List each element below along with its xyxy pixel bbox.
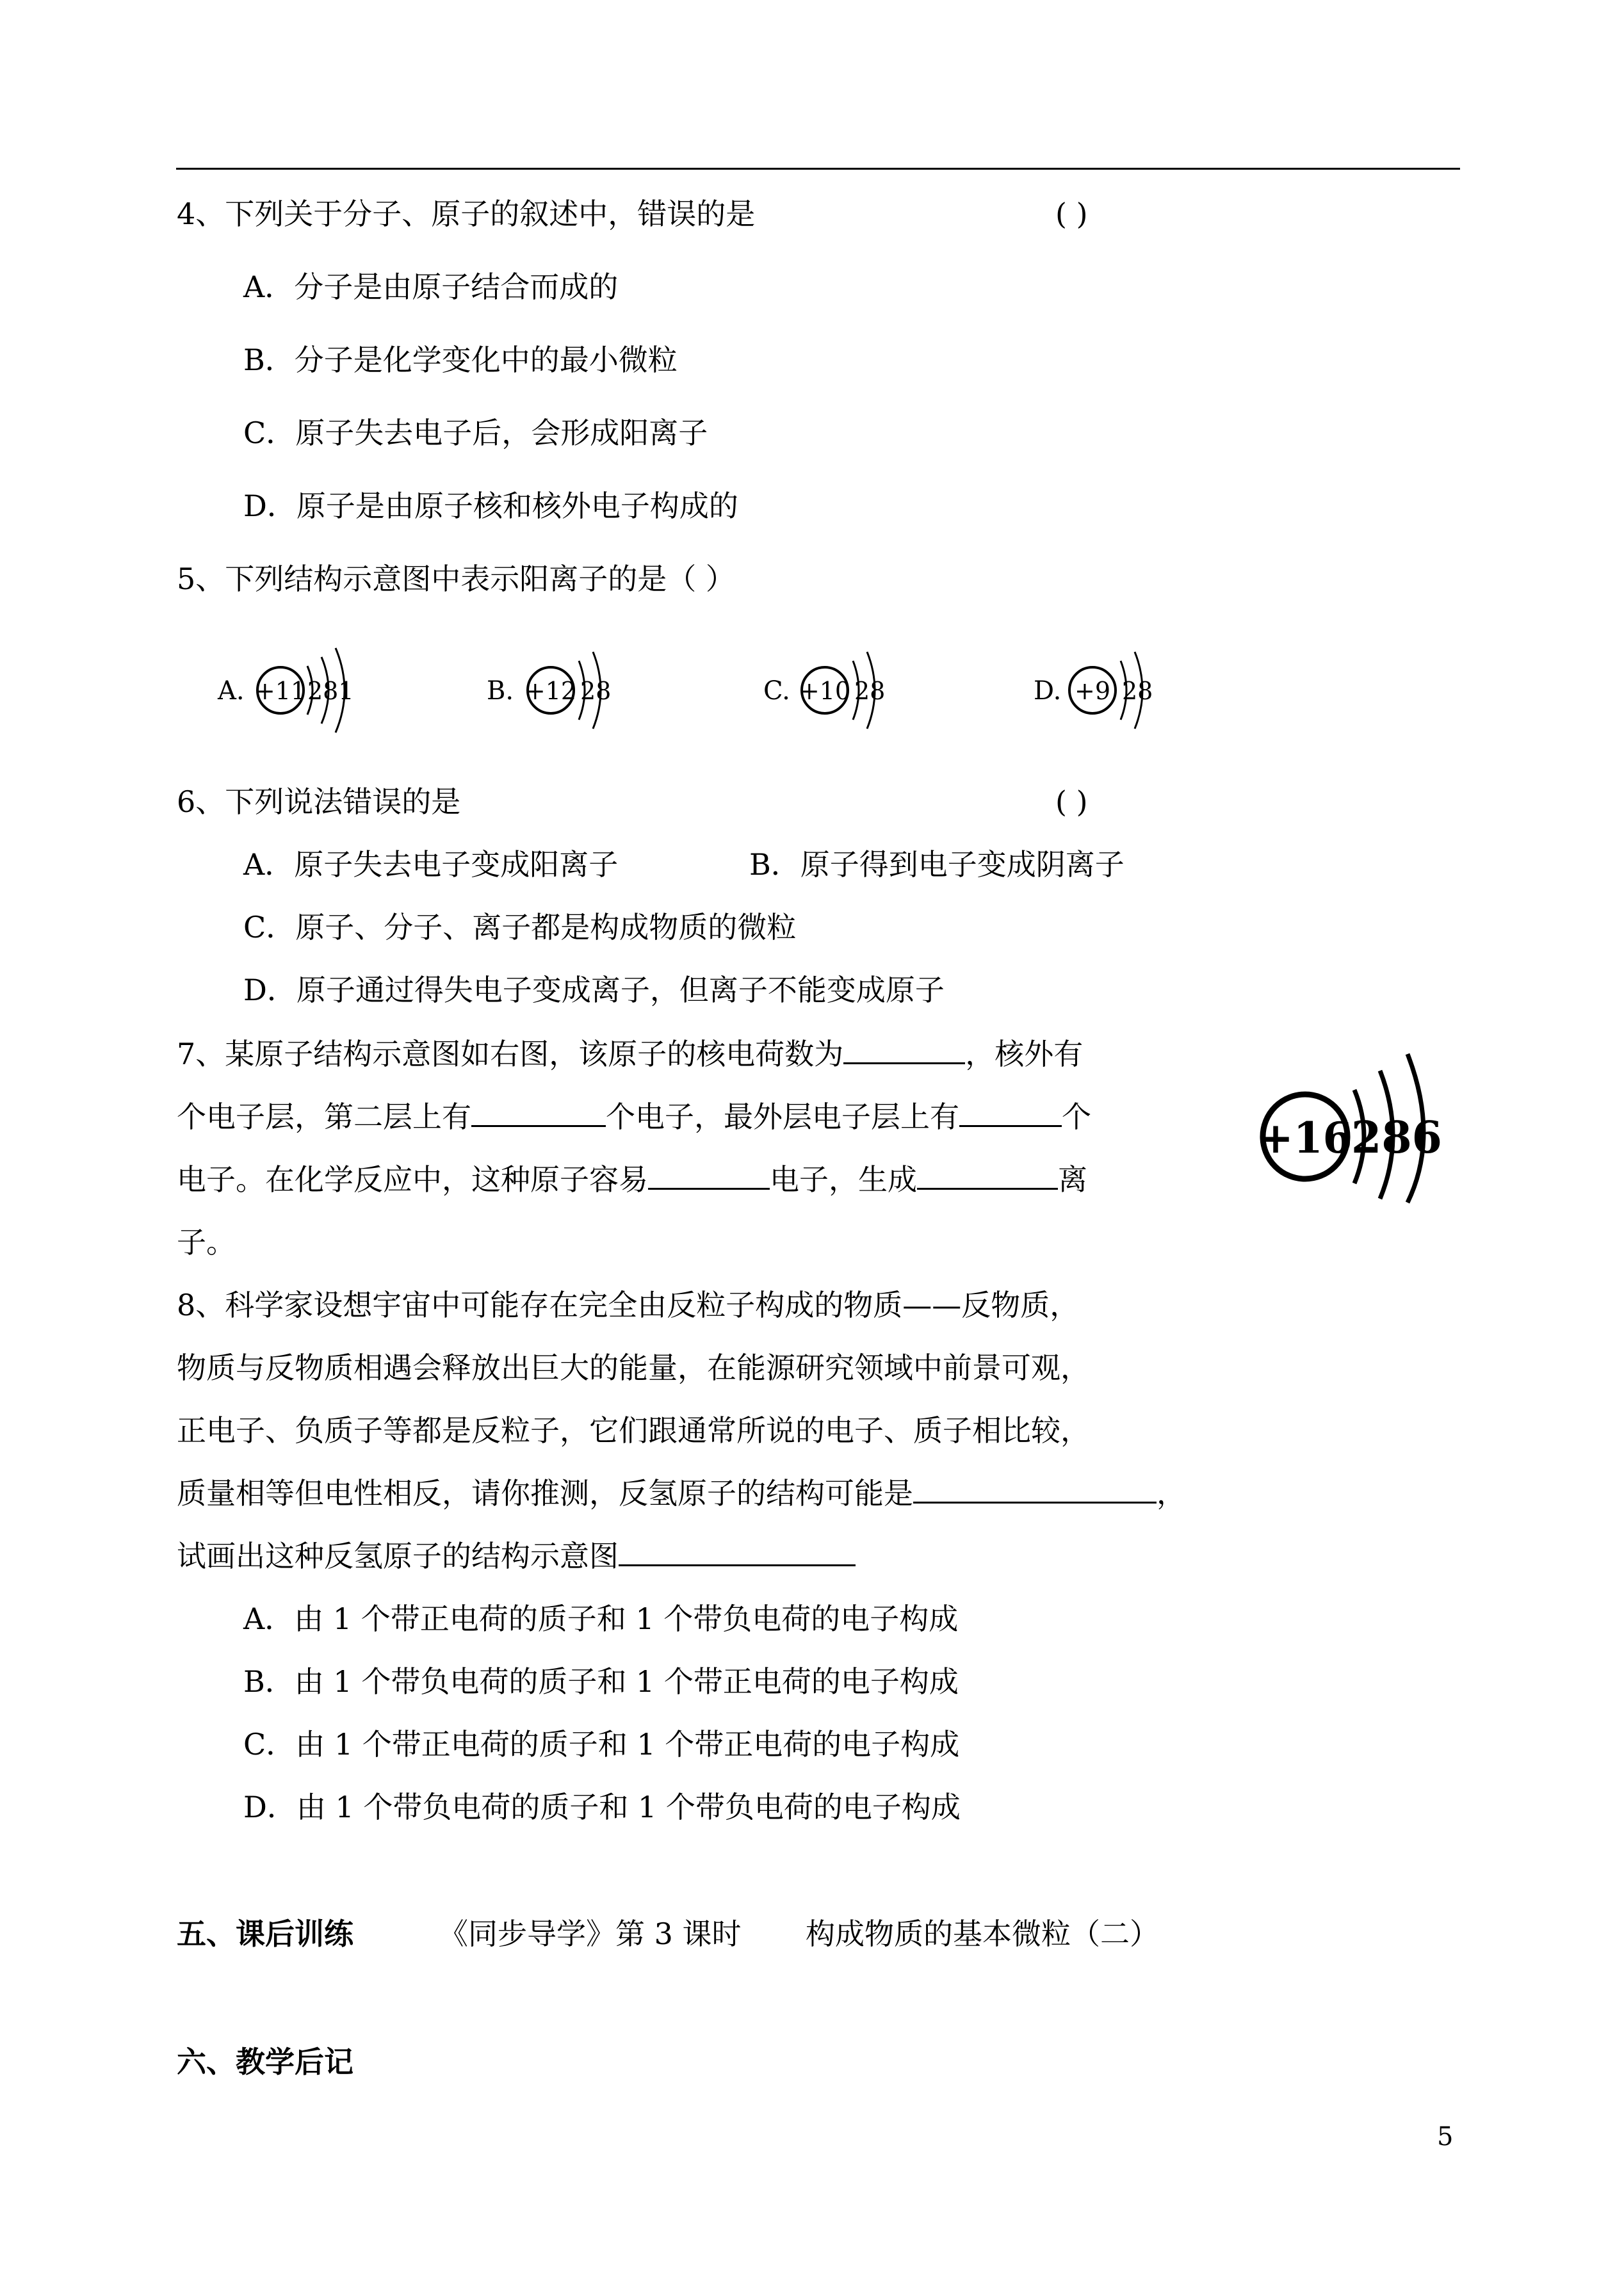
q8-line-2: 物质与反物质相遇会释放出巨大的能量，在能源研究领域中前景可观， [177, 1350, 1090, 1385]
q5-diagram-a-electrons: 281 [307, 677, 354, 705]
q8-line-3: 正电子、负质子等都是反粒子，它们跟通常所说的电子、质子相比较， [177, 1413, 1090, 1448]
q5-diagram-c-electrons: 28 [854, 677, 886, 705]
q5-diagram-c-letter: C. [763, 676, 790, 706]
q6-option-a: A．原子失去电子变成阳离子 [243, 847, 619, 882]
q8-line-5: 试画出这种反氢原子的结构示意图 [177, 1537, 856, 1575]
q8-blank-diagram[interactable] [619, 1539, 856, 1566]
q7-blank-ion-type[interactable] [917, 1162, 1058, 1190]
q8-option-b: B．由 1 个带负电荷的质子和 1 个带正电荷的电子构成 [243, 1664, 959, 1699]
q4-option-a: A．分子是由原子结合而成的 [243, 270, 619, 304]
section-5-book: 《同步导学》第 3 课时 [439, 1917, 742, 1951]
q5-diagram-d-letter: D. [1034, 676, 1062, 706]
section-5-topic: 构成物质的基本微粒（二） [806, 1917, 1159, 1951]
q7-line-3: 电子。在化学反应中，这种原子容易 电子，生成 离 [177, 1162, 1087, 1197]
section-6-heading: 六、教学后记 [177, 2045, 353, 2079]
q5-diagram-b-nucleus-charge: +12 [524, 677, 577, 705]
q7-line-1: 7、某原子结构示意图如右图，该原子的核电荷数为 ，核外有 [177, 1037, 1084, 1071]
q7-diagram [1249, 1031, 1460, 1204]
q7-line-4: 子。 [177, 1225, 236, 1260]
q6-stem: 6、下列说法错误的是 [177, 784, 461, 819]
q6-option-c: C．原子、分子、离子都是构成物质的微粒 [243, 910, 797, 945]
q7-blank-outer-layer[interactable] [959, 1099, 1062, 1127]
q5-diagram-d-nucleus-charge: +9 [1074, 677, 1111, 705]
q4-stem: 4、下列关于分子、原子的叙述中，错误的是 [177, 197, 756, 231]
q5-diagram-d [1034, 652, 1153, 729]
header-rule [176, 168, 1460, 170]
q6-answer-paren: ( ) [1055, 784, 1088, 819]
page-number: 5 [1437, 2122, 1454, 2152]
q4-option-b: B．分子是化学变化中的最小微粒 [243, 343, 678, 377]
q6-option-b: B．原子得到电子变成阴离子 [749, 847, 1125, 882]
q7-diagram-electrons: 286 [1351, 1112, 1442, 1164]
q5-diagram-b-electrons: 28 [580, 677, 612, 705]
q7-line-2: 个电子层，第二层上有 个电子，最外层电子层上有 个 [177, 1099, 1091, 1134]
q5-stem: 5、下列结构示意图中表示阳离子的是（ ） [177, 562, 735, 596]
q8-line-4: 质量相等但电性相反，请你推测，反氢原子的结构可能是 ， [177, 1476, 1186, 1511]
q4-answer-paren: ( ) [1055, 197, 1088, 231]
q8-blank-structure[interactable] [913, 1476, 1157, 1504]
q5-diagram-b [487, 652, 611, 729]
q5-diagram-d-electrons: 28 [1122, 677, 1153, 705]
q7-blank-nuclear-charge[interactable] [843, 1037, 965, 1064]
q8-option-d: D．由 1 个带负电荷的质子和 1 个带负电荷的电子构成 [243, 1790, 961, 1824]
q5-diagrams [211, 634, 1204, 743]
q8-line-1: 8、科学家设想宇宙中可能存在完全由反粒子构成的物质——反物质， [177, 1288, 1080, 1322]
q7-blank-gain-lose[interactable] [648, 1162, 770, 1190]
q4-option-d: D．原子是由原子核和核外电子构成的 [243, 489, 738, 523]
q5-diagram-c-nucleus-charge: +10 [799, 677, 851, 705]
q6-option-d: D．原子通过得失电子变成离子，但离子不能变成原子 [243, 973, 945, 1007]
q5-diagram-a [217, 648, 354, 733]
q7-blank-second-layer[interactable] [471, 1099, 606, 1127]
q5-diagram-a-letter: A. [218, 676, 245, 706]
q5-diagram-a-nucleus-charge: +11 [254, 677, 307, 705]
q7-diagram-nucleus-charge: +16 [1258, 1113, 1352, 1163]
q4-option-c: C．原子失去电子后，会形成阳离子 [243, 416, 708, 450]
q8-option-c: C．由 1 个带正电荷的质子和 1 个带正电荷的电子构成 [243, 1727, 960, 1762]
q5-diagram-b-letter: B. [487, 676, 514, 706]
q5-diagram-c [763, 652, 885, 729]
section-5-heading: 五、课后训练 [177, 1917, 353, 1951]
q8-option-a: A．由 1 个带正电荷的质子和 1 个带负电荷的电子构成 [243, 1602, 959, 1636]
